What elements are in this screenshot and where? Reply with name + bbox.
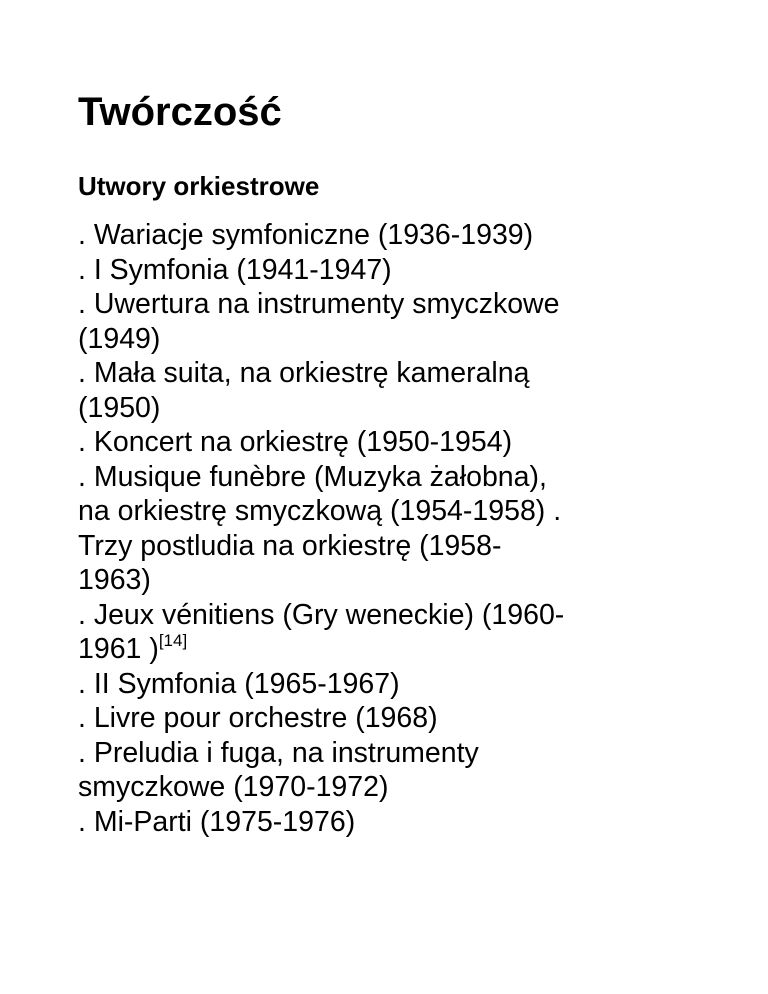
list-item: . Jeux vénitiens (Gry weneckie) (1960- (78, 598, 565, 631)
list-item: . Mi-Parti (1975-1976) (78, 805, 356, 838)
list-item: . Mała suita, na orkiestrę kameralną (78, 357, 530, 389)
list-item: . I Symfonia (1941-1947) (78, 253, 392, 286)
works-list (78, 218, 564, 839)
list-item: . Koncert na orkiestrę (1950-1954) (78, 426, 513, 458)
list-item: . Livre pour orchestre (1968) (78, 702, 438, 734)
list-item-continuation: (1949) (78, 322, 161, 355)
list-item-continuation: 1963) (78, 564, 151, 596)
page-title: Twórczość (78, 90, 282, 134)
list-item: . Musique funèbre (Muzyka żałobna), (78, 460, 547, 493)
footnote-reference[interactable]: [14] (158, 630, 188, 650)
list-item: . Wariacje symfoniczne (1936-1939) (78, 219, 534, 251)
section-heading: Utwory orkiestrowe (78, 171, 320, 201)
list-item: Trzy postludia na orkiestrę (1958- (78, 529, 502, 562)
list-item: . Preludia i fuga, na instrumenty (78, 736, 479, 769)
list-item: . II Symfonia (1965-1967) (78, 667, 400, 700)
list-item-continuation: smyczkowe (1970-1972) (78, 771, 389, 803)
list-item-continuation: (1950) (78, 391, 161, 424)
list-item: . Uwertura na instrumenty smyczkowe (78, 288, 560, 320)
list-item-continuation: na orkiestrę smyczkową (1954-1958) . (78, 495, 562, 527)
list-item-text: 1961 ) (78, 633, 159, 665)
list-item-continuation (78, 632, 564, 667)
